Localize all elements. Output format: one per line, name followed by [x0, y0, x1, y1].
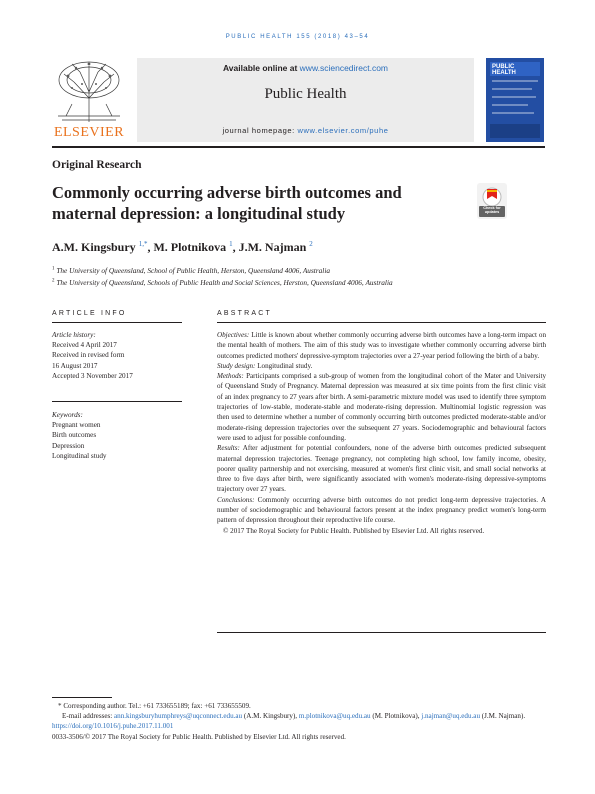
crossmark-label: Check for updates — [483, 206, 501, 214]
results-text: After adjustment for potential confounders, none of the adverse birth outcomes predicted subsequent maternal depression trajectories. Teenage pregnancy, not completing high school, low family income, obesity, poorer quality partnership and not exercising, measured at women's first clinic visit, and small social networks at three to five days after birth, were significantly associated with women's moderate-rising depressive-symptoms trajectory over 27 years. — [217, 444, 546, 494]
results-label: Results: — [217, 444, 240, 453]
article-title — [52, 182, 462, 224]
journal-name: Public Health — [264, 86, 347, 102]
article-info-rule — [52, 322, 182, 323]
email-owner: (A.M. Kingsbury), — [242, 712, 299, 721]
conclusions-label: Conclusions: — [217, 495, 255, 504]
conclusions-text: Commonly occurring adverse birth outcomes do not predict long-term depressive trajectories. A number of sociodemographic and behavioural factors present at the index pregnancy predict women's long-term pattern of depression throughout their reproductive life course. — [217, 495, 546, 525]
history-heading: Article history: — [52, 331, 96, 339]
affiliation-mark: 1 — [52, 266, 55, 272]
objectives-label: Objectives: — [217, 331, 250, 339]
journal-cover-image — [486, 58, 544, 142]
keywords-heading: Keywords: — [52, 411, 83, 419]
footnote-rule — [52, 697, 112, 698]
design-text: Longitudinal study. — [257, 361, 313, 370]
homepage-link[interactable]: www.elsevier.com/puhe — [297, 126, 389, 135]
issn-copyright: 0033-3506/© 2017 The Royal Society for Public Health. Published by Elsevier Ltd. All rights reserved. — [52, 732, 346, 741]
author-list — [52, 240, 313, 255]
title-line-2: maternal depression: a longitudinal study — [52, 204, 346, 223]
sciencedirect-link[interactable]: www.sciencedirect.com — [299, 63, 389, 73]
revised-date: 16 August 2017 — [52, 361, 98, 370]
affiliation-text: The University of Queensland, School of Public Health, Herston, Queensland 4006, Australia — [56, 266, 331, 275]
email-owner: (J.M. Najman). — [480, 712, 526, 721]
article-history — [52, 330, 182, 381]
abstract-objectives — [217, 330, 546, 361]
affiliation-mark: 2 — [52, 278, 55, 284]
abstract-rule — [217, 322, 546, 323]
affiliation-text: The University of Queensland, Schools of Public Health and Social Sciences, Herston, Queensland 4006, Australia — [56, 278, 393, 287]
email-link[interactable]: ann.kingsburyhumphreys@uqconnect.edu.au — [114, 712, 243, 721]
accepted-date: Accepted 3 November 2017 — [52, 371, 133, 380]
cover-title: PUBLIC HEALTH — [492, 64, 516, 76]
article-info-heading: ARTICLE INFO — [52, 310, 127, 317]
header-rule — [52, 146, 545, 148]
objectives-text: Little is known about whether commonly occurring adverse birth outcomes have a long-term impact on the mental health of mothers. The aim of this study was to investigate whether commonly occurring adverse birth outcomes predicted mothers' depressive-symptom trajectories over a 27-year period following the birth of a baby. — [217, 331, 546, 360]
abstract-heading: ABSTRACT — [217, 310, 272, 317]
abstract-bottom-rule — [217, 632, 546, 633]
abstract-results — [217, 443, 546, 494]
available-online — [137, 63, 474, 73]
footnotes — [52, 701, 545, 742]
affiliation — [52, 278, 393, 287]
email-prefix: E-mail addresses: — [62, 712, 113, 721]
available-prefix: Available online at — [222, 63, 298, 73]
keyword-item: Longitudinal study — [52, 451, 107, 460]
author-name: J.M. Najman — [238, 240, 307, 254]
homepage-prefix: journal homepage: — [222, 126, 295, 135]
received-date: Received 4 April 2017 — [52, 341, 117, 350]
abstract-design — [217, 361, 546, 371]
design-label: Study design: — [217, 361, 256, 370]
email-link[interactable]: j.najman@uq.edu.au — [421, 712, 480, 721]
elsevier-wordmark: ELSEVIER — [53, 125, 125, 140]
author-separator: , — [147, 240, 154, 254]
author-separator: , — [232, 240, 239, 254]
abstract-conclusions — [217, 495, 546, 526]
keyword-item: Birth outcomes — [52, 431, 97, 440]
journal-masthead — [137, 58, 474, 142]
doi-link[interactable]: https://doi.org/10.1016/j.puhe.2017.11.001 — [52, 722, 174, 731]
email-link[interactable]: m.plotnikova@uq.edu.au — [298, 712, 371, 721]
author-marks[interactable]: 1,* — [138, 240, 148, 248]
journal-reference: PUBLIC HEALTH 155 (2018) 43–54 — [225, 34, 370, 40]
keywords-block — [52, 410, 182, 461]
keyword-item: Pregnant women — [52, 421, 101, 430]
abstract-body — [217, 330, 546, 536]
abstract-copyright: © 2017 The Royal Society for Public Health. Published by Elsevier Ltd. All rights reserved. — [223, 526, 485, 535]
methods-label: Methods: — [217, 372, 244, 381]
section-type: Original Research — [52, 159, 142, 171]
author-marks[interactable]: 2 — [309, 240, 313, 248]
keywords-rule — [52, 401, 182, 402]
email-addresses — [52, 711, 545, 721]
author-name: M. Plotnikova — [153, 240, 227, 254]
revised-label: Received in revised form — [52, 351, 125, 360]
abstract-methods — [217, 371, 546, 443]
journal-homepage — [137, 126, 474, 135]
title-line-1: Commonly occurring adverse birth outcomes and — [52, 183, 402, 202]
methods-text: Participants comprised a sub-group of women from the longitudinal cohort of the Mater and University of Queensland Study of Pregnancy. Maternal depression was measured at six time points from the first clinic visit of an index pregnancy to 27 years after birth. A semi-parametric mixture model was used to identify three symptom trajectories of low-stable, moderate-stable and moderate-rising depression. Multinomial logistic regression was then used to determine whether a number of commonly occurring birth outcomes predicted moderate-stable and/or moderate-rising depression trajectories over the subsequent 27 years. Sociodemographic and behavioural factors were used to adjust for possible confounding. — [217, 372, 546, 442]
author-name: A.M. Kingsbury — [52, 240, 136, 254]
keyword-item: Depression — [52, 441, 85, 450]
email-owner: (M. Plotnikova), — [370, 712, 422, 721]
author-marks[interactable]: 1 — [229, 240, 233, 248]
corresponding-author: * Corresponding author. Tel.: +61 733655189; fax: +61 733655509. — [58, 702, 251, 710]
affiliation — [52, 266, 330, 275]
